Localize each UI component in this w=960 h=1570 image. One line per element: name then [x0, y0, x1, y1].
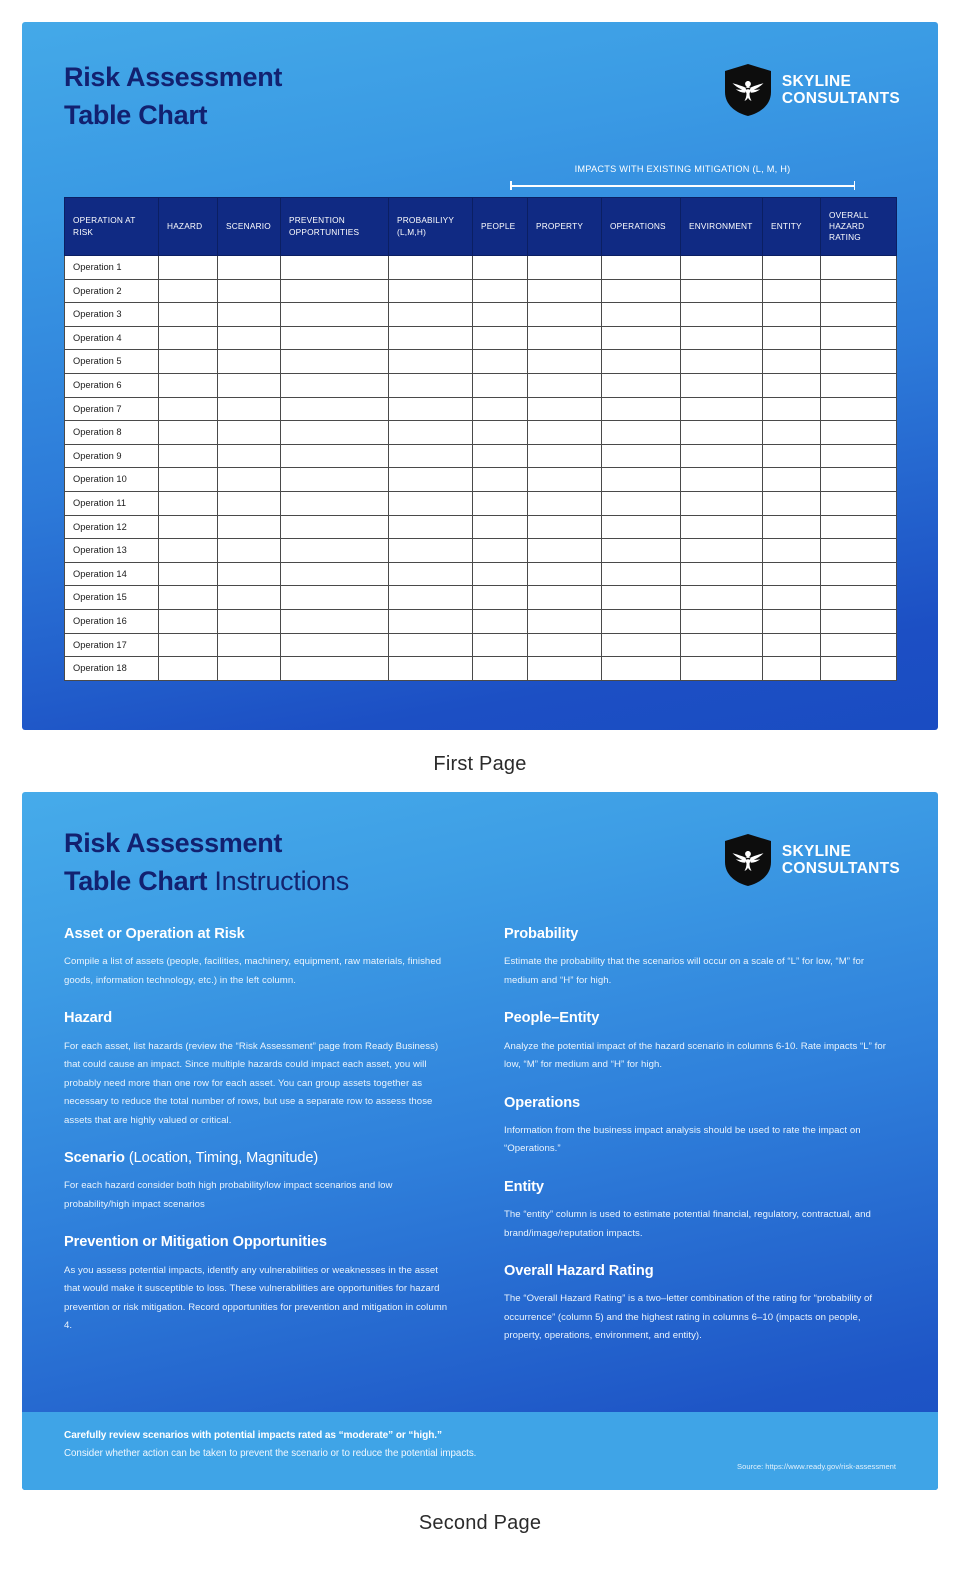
- table-cell[interactable]: [602, 279, 681, 303]
- table-cell[interactable]: [281, 562, 389, 586]
- table-cell[interactable]: [763, 562, 821, 586]
- table-cell[interactable]: [602, 421, 681, 445]
- table-cell[interactable]: [281, 515, 389, 539]
- table-cell[interactable]: [159, 539, 218, 563]
- table-row[interactable]: [65, 539, 897, 563]
- instruction-section: [64, 1233, 456, 1335]
- table-cell[interactable]: [763, 468, 821, 492]
- table-cell[interactable]: [763, 421, 821, 445]
- shield-eagle-icon: [725, 64, 771, 116]
- table-cell[interactable]: [681, 468, 763, 492]
- instruction-heading: Asset or Operation at Risk: [64, 926, 245, 942]
- table-cell[interactable]: [528, 303, 602, 327]
- table-cell[interactable]: [281, 468, 389, 492]
- page-two-caption: Second Page: [418, 1512, 542, 1534]
- table-cell[interactable]: [763, 397, 821, 421]
- table-row[interactable]: [65, 633, 897, 657]
- instruction-body: As you assess potential impacts, identify any vulnerabilities or weaknesses in the asset that would make it susceptible to loss. These vulnerabilities are opportunities for hazard prevention or risk mitigation. Record opportunities for prevention and mitigation in column 4.: [64, 1264, 448, 1332]
- row-label-cell[interactable]: Operation 13: [65, 539, 159, 563]
- brand-logo: [725, 64, 900, 116]
- table-cell[interactable]: [218, 539, 281, 563]
- table-row[interactable]: [65, 279, 897, 303]
- instructions-right-column: [504, 925, 896, 1365]
- table-header-row: [65, 198, 897, 256]
- table-cell[interactable]: [389, 373, 473, 397]
- table-cell[interactable]: [281, 373, 389, 397]
- table-cell[interactable]: [159, 279, 218, 303]
- col-header-entity[interactable]: ENTITY: [763, 198, 821, 256]
- table-cell[interactable]: [602, 397, 681, 421]
- table-cell[interactable]: [473, 279, 528, 303]
- col-header-overall-hazard-rating[interactable]: OVERALL HAZARD RATING: [821, 198, 897, 256]
- page-title-line2: Table Chart: [64, 100, 208, 131]
- table-cell[interactable]: [389, 303, 473, 327]
- table-cell[interactable]: [528, 468, 602, 492]
- table-cell[interactable]: [281, 350, 389, 374]
- table-cell[interactable]: [821, 279, 897, 303]
- table-cell[interactable]: [821, 326, 897, 350]
- row-label-cell[interactable]: Operation 1: [65, 256, 159, 280]
- table-cell[interactable]: [159, 609, 218, 633]
- table-cell[interactable]: [281, 326, 389, 350]
- table-cell[interactable]: [602, 350, 681, 374]
- table-cell[interactable]: [602, 515, 681, 539]
- table-cell[interactable]: [473, 350, 528, 374]
- table-cell[interactable]: [389, 539, 473, 563]
- instruction-body: Compile a list of assets (people, facilities, machinery, equipment, raw materials, finished goods, information technology, etc.) in the left column.: [64, 956, 442, 986]
- row-label-cell[interactable]: Operation 9: [65, 444, 159, 468]
- instruction-section: [504, 1094, 896, 1159]
- table-cell[interactable]: [528, 373, 602, 397]
- table-cell[interactable]: [218, 303, 281, 327]
- instruction-heading: Probability: [504, 926, 579, 942]
- table-cell[interactable]: [681, 397, 763, 421]
- table-cell[interactable]: [159, 373, 218, 397]
- instruction-section: [64, 925, 456, 990]
- table-cell[interactable]: [681, 515, 763, 539]
- page-title: [64, 58, 282, 135]
- table-cell[interactable]: [528, 444, 602, 468]
- risk-assessment-table[interactable]: [64, 197, 897, 681]
- table-cell[interactable]: [528, 609, 602, 633]
- row-label-cell[interactable]: Operation 14: [65, 562, 159, 586]
- instruction-body: Estimate the probability that the scenarios will occur on a scale of “L” for low, “M” for medium and “H” for high.: [504, 956, 865, 986]
- table-cell[interactable]: [218, 397, 281, 421]
- table-cell[interactable]: [681, 562, 763, 586]
- table-cell[interactable]: [528, 539, 602, 563]
- table-cell[interactable]: [281, 539, 389, 563]
- instruction-heading: Operations: [504, 1094, 581, 1111]
- col-header-hazard[interactable]: HAZARD: [159, 198, 218, 256]
- table-cell[interactable]: [821, 350, 897, 374]
- table-row[interactable]: [65, 562, 897, 586]
- table-cell[interactable]: [821, 468, 897, 492]
- table-cell[interactable]: [473, 444, 528, 468]
- table-cell[interactable]: [473, 562, 528, 586]
- table-cell[interactable]: [389, 586, 473, 610]
- table-cell[interactable]: [218, 657, 281, 681]
- table-cell[interactable]: [681, 326, 763, 350]
- instructions-title-line2: [64, 862, 349, 900]
- table-cell[interactable]: [821, 539, 897, 563]
- table-cell[interactable]: [473, 421, 528, 445]
- table-cell[interactable]: [218, 586, 281, 610]
- table-cell[interactable]: [602, 633, 681, 657]
- table-cell[interactable]: [159, 444, 218, 468]
- table-cell[interactable]: [821, 562, 897, 586]
- table-cell[interactable]: [473, 586, 528, 610]
- table-cell[interactable]: [473, 373, 528, 397]
- page-one-caption: First Page: [433, 753, 527, 775]
- table-cell[interactable]: [281, 444, 389, 468]
- table-cell[interactable]: [602, 657, 681, 681]
- page-two-footer: [22, 1412, 938, 1490]
- table-row[interactable]: [65, 397, 897, 421]
- impacts-group-header: [510, 164, 855, 190]
- footer-note: Consider whether action can be taken to prevent the scenario or to reduce the potential impacts.: [64, 1448, 477, 1459]
- table-cell[interactable]: [281, 303, 389, 327]
- col-header-operations[interactable]: OPERATIONS: [602, 198, 681, 256]
- table-row[interactable]: [65, 609, 897, 633]
- table-cell[interactable]: [528, 397, 602, 421]
- instruction-heading: Overall Hazard Rating: [504, 1263, 654, 1280]
- row-label-cell[interactable]: Operation 8: [65, 421, 159, 445]
- table-cell[interactable]: [281, 491, 389, 515]
- table-cell[interactable]: [821, 256, 897, 280]
- table-row[interactable]: [65, 657, 897, 681]
- table-row[interactable]: [65, 421, 897, 445]
- table-cell[interactable]: [389, 562, 473, 586]
- table-cell[interactable]: [681, 539, 763, 563]
- table-cell[interactable]: [681, 491, 763, 515]
- table-cell[interactable]: [763, 657, 821, 681]
- instruction-body: Information from the business impact analysis should be used to rate the impact on “Operations.”: [504, 1124, 861, 1155]
- instructions-title-bold: Table Chart: [64, 866, 208, 897]
- row-label-cell[interactable]: Operation 4: [65, 326, 159, 350]
- instructions-title-line1: Risk Assessment: [64, 828, 283, 858]
- brand-name-line1: SKYLINE: [781, 72, 852, 90]
- page-title-line1: Risk Assessment: [64, 62, 283, 92]
- footer-bold-note: Carefully review scenarios with potential impacts rated as “moderate” or “high.”: [64, 1430, 442, 1441]
- table-cell[interactable]: [389, 421, 473, 445]
- table-cell[interactable]: [681, 657, 763, 681]
- table-cell[interactable]: [389, 468, 473, 492]
- table-cell[interactable]: [281, 397, 389, 421]
- table-cell[interactable]: [218, 609, 281, 633]
- table-cell[interactable]: [159, 421, 218, 445]
- table-cell[interactable]: [602, 373, 681, 397]
- instructions-columns: [64, 925, 896, 1365]
- table-cell[interactable]: [218, 373, 281, 397]
- table-cell[interactable]: [763, 586, 821, 610]
- table-cell[interactable]: [159, 397, 218, 421]
- table-cell[interactable]: [681, 421, 763, 445]
- table-cell[interactable]: [473, 397, 528, 421]
- table-cell[interactable]: [602, 562, 681, 586]
- table-cell[interactable]: [218, 421, 281, 445]
- table-row[interactable]: [65, 586, 897, 610]
- table-cell[interactable]: [763, 256, 821, 280]
- table-cell[interactable]: [281, 421, 389, 445]
- shield-eagle-icon: [725, 834, 771, 886]
- instructions-left-column: [64, 925, 456, 1365]
- col-header-scenario[interactable]: SCENARIO: [218, 198, 281, 256]
- table-cell[interactable]: [763, 303, 821, 327]
- table-cell[interactable]: [218, 491, 281, 515]
- instruction-section: [504, 1178, 896, 1243]
- table-cell[interactable]: [218, 515, 281, 539]
- table-cell[interactable]: [528, 279, 602, 303]
- table-cell[interactable]: [763, 326, 821, 350]
- table-cell[interactable]: [763, 491, 821, 515]
- table-cell[interactable]: [159, 633, 218, 657]
- impacts-group-bracket: [510, 181, 855, 190]
- table-cell[interactable]: [473, 609, 528, 633]
- table-cell[interactable]: [218, 326, 281, 350]
- instruction-heading: People–Entity: [504, 1010, 600, 1027]
- brand-name-line2: CONSULTANTS: [781, 90, 900, 107]
- col-header-property[interactable]: PROPERTY: [528, 198, 602, 256]
- table-body: [65, 256, 897, 681]
- table-cell[interactable]: [528, 256, 602, 280]
- table-cell[interactable]: [681, 586, 763, 610]
- table-cell[interactable]: [159, 586, 218, 610]
- table-cell[interactable]: [602, 444, 681, 468]
- instructions-title: [64, 824, 349, 901]
- table-row[interactable]: [65, 515, 897, 539]
- col-header-environment[interactable]: ENVIRONMENT: [681, 198, 763, 256]
- brand-name-line1: SKYLINE: [781, 842, 852, 860]
- instruction-heading: Hazard: [64, 1010, 113, 1027]
- table-cell[interactable]: [602, 303, 681, 327]
- table-cell[interactable]: [763, 350, 821, 374]
- table-cell[interactable]: [763, 444, 821, 468]
- instruction-heading: Entity: [504, 1178, 544, 1195]
- table-cell[interactable]: [821, 586, 897, 610]
- brand-name: [782, 73, 900, 108]
- table-cell[interactable]: [528, 562, 602, 586]
- table-cell[interactable]: [763, 633, 821, 657]
- row-label-cell[interactable]: Operation 6: [65, 373, 159, 397]
- col-header-probability[interactable]: PROBABILIYY (L,M,H): [389, 198, 473, 256]
- table-cell[interactable]: [681, 444, 763, 468]
- row-label-cell[interactable]: Operation 7: [65, 397, 159, 421]
- table-cell[interactable]: [821, 444, 897, 468]
- table-cell[interactable]: [528, 421, 602, 445]
- table-cell[interactable]: [528, 515, 602, 539]
- table-row[interactable]: [65, 491, 897, 515]
- table-cell[interactable]: [159, 468, 218, 492]
- table-cell[interactable]: [159, 491, 218, 515]
- instruction-heading: Scenario (Location, Timing, Magnitude): [64, 1150, 319, 1167]
- bracket-bar: [510, 185, 855, 187]
- table-cell[interactable]: [528, 491, 602, 515]
- table-cell[interactable]: [821, 609, 897, 633]
- instruction-section: [64, 1009, 456, 1130]
- table-cell[interactable]: [821, 397, 897, 421]
- table-cell[interactable]: [821, 657, 897, 681]
- table-cell[interactable]: [281, 279, 389, 303]
- instruction-body: The “entity” column is used to estimate potential financial, regulatory, contractual, and brand/image/reputation impacts.: [504, 1209, 871, 1239]
- table-cell[interactable]: [821, 633, 897, 657]
- table-cell[interactable]: [821, 515, 897, 539]
- table-cell[interactable]: [159, 350, 218, 374]
- brand-logo-secondary: [725, 834, 900, 886]
- table-cell[interactable]: [389, 256, 473, 280]
- row-label-cell[interactable]: Operation 12: [65, 515, 159, 539]
- table-cell[interactable]: [763, 373, 821, 397]
- row-label-cell[interactable]: Operation 18: [65, 657, 159, 681]
- table-row[interactable]: [65, 468, 897, 492]
- table-cell[interactable]: [681, 633, 763, 657]
- table-header: [65, 198, 897, 256]
- table-cell[interactable]: [281, 633, 389, 657]
- table-cell[interactable]: [528, 633, 602, 657]
- instructions-title-regular: Instructions: [207, 866, 349, 897]
- row-label-cell[interactable]: Operation 5: [65, 350, 159, 374]
- table-cell[interactable]: [821, 421, 897, 445]
- table-cell[interactable]: [159, 256, 218, 280]
- table-cell[interactable]: [681, 373, 763, 397]
- table-row[interactable]: [65, 350, 897, 374]
- table-cell[interactable]: [218, 468, 281, 492]
- brand-name: [782, 843, 900, 878]
- table-cell[interactable]: [281, 609, 389, 633]
- table-cell[interactable]: [473, 539, 528, 563]
- table-cell[interactable]: [528, 586, 602, 610]
- table-cell[interactable]: [681, 303, 763, 327]
- table-cell[interactable]: [602, 326, 681, 350]
- table-cell[interactable]: [602, 609, 681, 633]
- table-cell[interactable]: [681, 279, 763, 303]
- table-cell[interactable]: [389, 609, 473, 633]
- table-cell[interactable]: [528, 350, 602, 374]
- table-row[interactable]: [65, 373, 897, 397]
- table-row[interactable]: [65, 256, 897, 280]
- table-cell[interactable]: [681, 609, 763, 633]
- instruction-section: [504, 1009, 896, 1074]
- table-row[interactable]: [65, 444, 897, 468]
- table-cell[interactable]: [763, 539, 821, 563]
- table-cell[interactable]: [473, 468, 528, 492]
- instruction-body: The “Overall Hazard Rating” is a two–letter combination of the rating for “probability of occurrence” (column 5) and the highest rating in columns 6–10 (impacts on people, property, operations, environment, and entity).: [504, 1293, 873, 1342]
- table-cell[interactable]: [473, 326, 528, 350]
- table-cell[interactable]: [218, 633, 281, 657]
- table-cell[interactable]: [473, 657, 528, 681]
- instruction-section: [64, 1149, 456, 1214]
- table-cell[interactable]: [681, 256, 763, 280]
- brand-name-line2: CONSULTANTS: [781, 860, 900, 877]
- table-cell[interactable]: [389, 397, 473, 421]
- col-header-people[interactable]: PEOPLE: [473, 198, 528, 256]
- table-cell[interactable]: [602, 468, 681, 492]
- table-cell[interactable]: [473, 491, 528, 515]
- footer-source-link[interactable]: Source: https://www.ready.gov/risk-assessment: [737, 1462, 896, 1471]
- table-cell[interactable]: [473, 515, 528, 539]
- row-label-cell[interactable]: Operation 3: [65, 303, 159, 327]
- col-header-prevention-opportunities[interactable]: PREVENTION OPPORTUNITIES: [281, 198, 389, 256]
- row-label-cell[interactable]: Operation 16: [65, 609, 159, 633]
- table-cell[interactable]: [602, 256, 681, 280]
- table-row[interactable]: [65, 303, 897, 327]
- table-cell[interactable]: [281, 586, 389, 610]
- table-cell[interactable]: [528, 326, 602, 350]
- table-cell[interactable]: [218, 256, 281, 280]
- table-cell[interactable]: [473, 633, 528, 657]
- table-cell[interactable]: [389, 326, 473, 350]
- table-cell[interactable]: [763, 609, 821, 633]
- table-cell[interactable]: [602, 539, 681, 563]
- page-one-card: [22, 22, 938, 730]
- table-cell[interactable]: [218, 350, 281, 374]
- table-cell[interactable]: [473, 303, 528, 327]
- row-label-cell[interactable]: Operation 11: [65, 491, 159, 515]
- table-cell[interactable]: [821, 303, 897, 327]
- page-two-card: [22, 792, 938, 1490]
- table-cell[interactable]: [389, 491, 473, 515]
- bracket-cap-right: [854, 181, 856, 190]
- table-cell[interactable]: [681, 350, 763, 374]
- instruction-body: For each asset, list hazards (review the “Risk Assessment” page from Ready Business) that could cause an impact. Since multiple hazards could impact each asset, you will probably need more than one row for each asset. You can group assets together as necessary to reduce the total number of rows, but use a separate row to assess those assets that are highly valued or critical.: [64, 1040, 439, 1126]
- table-cell[interactable]: [159, 326, 218, 350]
- table-cell[interactable]: [473, 256, 528, 280]
- table-cell[interactable]: [281, 657, 389, 681]
- table-cell[interactable]: [389, 633, 473, 657]
- table-cell[interactable]: [528, 657, 602, 681]
- table-cell[interactable]: [159, 657, 218, 681]
- instruction-heading-sub: (Location, Timing, Magnitude): [124, 1150, 319, 1167]
- instruction-section: [504, 925, 896, 990]
- document-root: [0, 22, 960, 1535]
- table-cell[interactable]: [389, 350, 473, 374]
- row-label-cell[interactable]: Operation 2: [65, 279, 159, 303]
- table-cell[interactable]: [763, 279, 821, 303]
- table-cell[interactable]: [389, 515, 473, 539]
- instruction-section: [504, 1262, 896, 1346]
- table-cell[interactable]: [389, 279, 473, 303]
- table-cell[interactable]: [389, 444, 473, 468]
- instruction-body: Analyze the potential impact of the hazard scenario in columns 6-10. Rate impacts “L” for low, “M” for medium and “H” for high.: [504, 1040, 886, 1071]
- row-label-cell[interactable]: Operation 15: [65, 586, 159, 610]
- row-label-cell[interactable]: Operation 10: [65, 468, 159, 492]
- table-cell[interactable]: [821, 373, 897, 397]
- table-cell[interactable]: [218, 279, 281, 303]
- table-row[interactable]: [65, 326, 897, 350]
- table-cell[interactable]: [159, 562, 218, 586]
- table-cell[interactable]: [821, 491, 897, 515]
- table-cell[interactable]: [159, 515, 218, 539]
- table-cell[interactable]: [602, 491, 681, 515]
- instruction-body: For each hazard consider both high probability/low impact scenarios and low probability/high impact scenarios: [64, 1180, 393, 1210]
- table-cell[interactable]: [281, 256, 389, 280]
- table-cell[interactable]: [218, 444, 281, 468]
- impacts-group-label: IMPACTS WITH EXISTING MITIGATION (L, M, H): [574, 164, 791, 174]
- table-cell[interactable]: [218, 562, 281, 586]
- row-label-cell[interactable]: Operation 17: [65, 633, 159, 657]
- table-cell[interactable]: [159, 303, 218, 327]
- instruction-heading: Prevention or Mitigation Opportunities: [64, 1234, 327, 1251]
- table-cell[interactable]: [389, 657, 473, 681]
- col-header-operation-at-risk[interactable]: OPERATION AT RISK: [65, 198, 159, 256]
- table-cell[interactable]: [763, 515, 821, 539]
- table-cell[interactable]: [602, 586, 681, 610]
